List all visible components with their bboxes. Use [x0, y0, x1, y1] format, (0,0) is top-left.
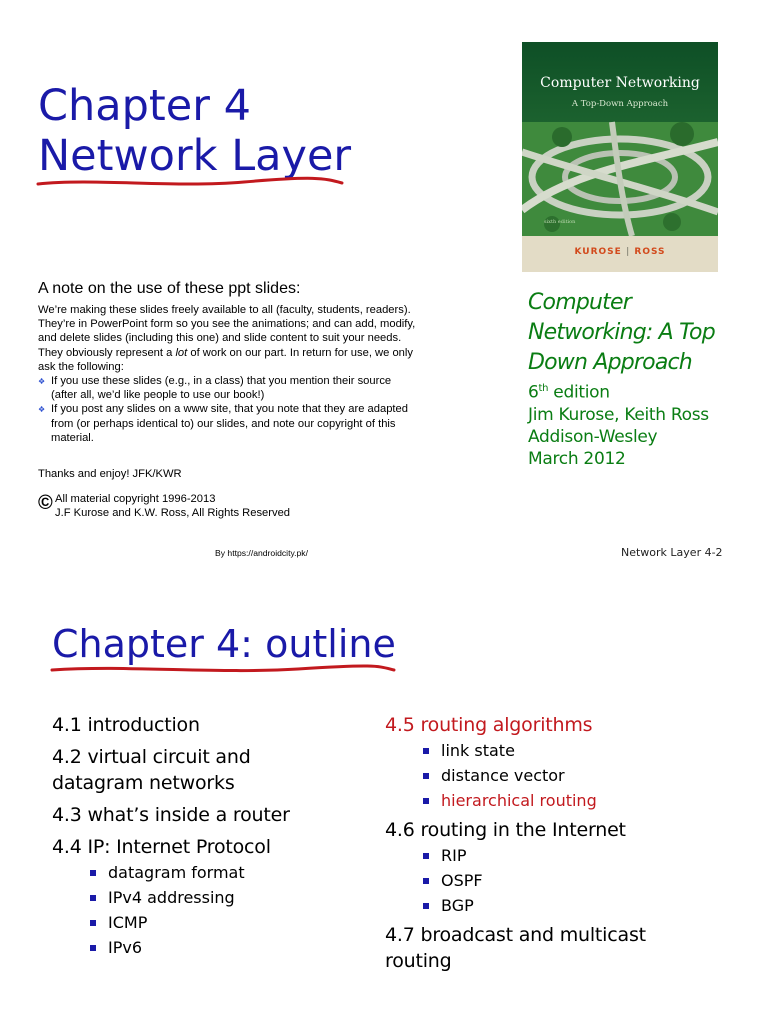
slide-1-title-line-2: Network Layer: [38, 131, 352, 181]
copyright-icon: ©: [38, 492, 53, 514]
outline-item: 4.2 virtual circuit and: [52, 746, 251, 768]
outline-item: 4.1 introduction: [52, 714, 200, 736]
cover-edition: sixth edition: [544, 219, 576, 225]
slide-2: [0, 592, 768, 1024]
outline-item-cont: datagram networks: [52, 772, 235, 794]
outline-subitem: distance vector: [385, 763, 646, 788]
footer-slide-number: Network Layer 4-2: [621, 546, 723, 559]
square-bullet-icon: [423, 773, 429, 779]
square-bullet-icon: [90, 945, 96, 951]
note-line: ask the following:: [38, 360, 124, 373]
book-cover-image: [522, 42, 718, 272]
square-bullet-icon: [423, 903, 429, 909]
square-bullet-icon: [423, 748, 429, 754]
outline-subitem: IPv6: [52, 935, 290, 960]
book-title-line: Networking: A Top: [528, 320, 715, 345]
outline-subitem: ICMP: [52, 910, 290, 935]
note-bullet: ❖ If you use these slides (e.g., in a class) that you mention their source (after all, we’d like people to use our book!): [38, 375, 392, 402]
cover-title: Computer Networking: [540, 75, 700, 91]
outline-item-current: 4.5 routing algorithms: [385, 714, 593, 736]
thanks-text: Thanks and enjoy! JFK/KWR: [38, 468, 182, 480]
outline-subitem: OSPF: [385, 868, 646, 893]
book-publisher: Addison-Wesley: [528, 426, 658, 447]
outline-subitem-current: hierarchical routing: [385, 788, 646, 813]
title-underline: [48, 662, 398, 678]
slide-2-title: Chapter 4: outline: [52, 622, 396, 666]
note-bullet: ❖ If you post any slides on a www site, that you note that they are adapted from (or perhaps identical to) our slides, and note our copyright of this material.: [38, 403, 408, 444]
slide-1-title-line-1: Chapter 4: [38, 81, 251, 131]
note-heading: A note on the use of these ppt slides:: [38, 280, 301, 297]
square-bullet-icon: [90, 920, 96, 926]
book-authors: Jim Kurose, Keith Ross: [528, 404, 709, 425]
book-info: [528, 288, 715, 470]
square-bullet-icon: [423, 853, 429, 859]
book-title-line: Down Approach: [528, 350, 692, 375]
outline-item: 4.7 broadcast and multicast: [385, 924, 646, 946]
outline-subitem: IPv4 addressing: [52, 885, 290, 910]
square-bullet-icon: [423, 798, 429, 804]
square-bullet-icon: [90, 895, 96, 901]
note-line: They’re in PowerPoint form so you see the animations; and can add, modify,: [38, 318, 416, 331]
cover-authors: KUROSE | ROSS: [574, 247, 666, 257]
title-underline: [34, 174, 346, 192]
outline-subitem: RIP: [385, 843, 646, 868]
book-date: March 2012: [528, 448, 626, 469]
outline-item: 4.6 routing in the Internet: [385, 819, 626, 841]
cover-subtitle: A Top-Down Approach: [571, 99, 669, 109]
outline-subitem: link state: [385, 738, 646, 763]
book-edition: 6th edition: [528, 382, 610, 403]
square-bullet-icon: [90, 870, 96, 876]
outline-right-column: [385, 712, 646, 974]
diamond-bullet-icon: ❖: [38, 405, 46, 415]
footer-source: By https://androidcity.pk/: [215, 548, 308, 558]
outline-subitem: BGP: [385, 893, 646, 918]
note-line: and delete slides (including this one) and slide content to suit your needs.: [38, 332, 402, 345]
outline-item: 4.3 what’s inside a router: [52, 804, 290, 826]
note-body: [38, 303, 478, 445]
copyright-block: © All material copyright 1996-2013 J.F Kurose and K.W. Ross, All Rights Reserved: [38, 492, 291, 519]
diamond-bullet-icon: ❖: [38, 377, 46, 387]
book-title-line: Computer: [528, 290, 631, 315]
outline-item: 4.4 IP: Internet Protocol: [52, 836, 271, 858]
outline-left-column: [52, 712, 290, 960]
outline-item-cont: routing: [385, 950, 452, 972]
note-line: They obviously represent a lot of work on our part. In return for use, we only: [38, 346, 413, 359]
outline-subitem: datagram format: [52, 860, 290, 885]
note-line: We’re making these slides freely available to all (faculty, students, readers).: [38, 304, 411, 316]
square-bullet-icon: [423, 878, 429, 884]
